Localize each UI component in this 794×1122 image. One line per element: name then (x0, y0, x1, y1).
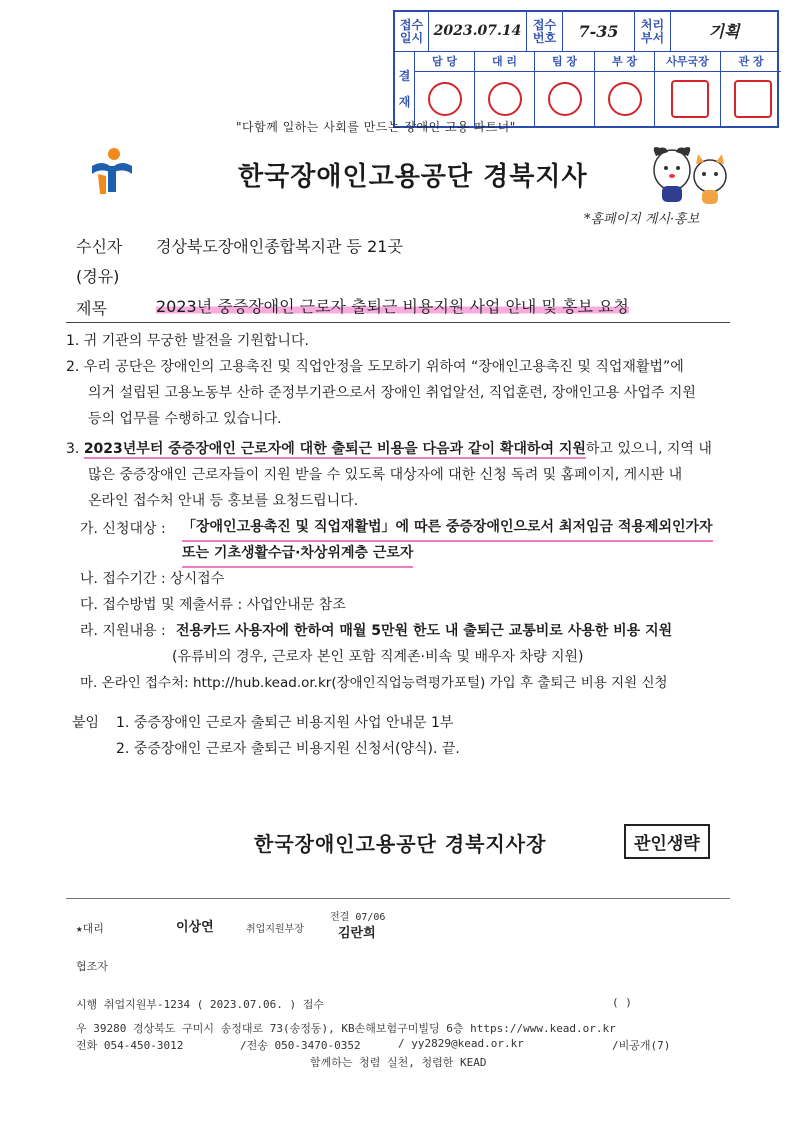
enforce-paren: ( ) (612, 996, 632, 1009)
motto: 함께하는 청렴 실천, 청렴한 KEAD (310, 1056, 487, 1069)
slogan: "다함께 일하는 사회를 만드는 장애인 고용 파트너" (236, 120, 516, 134)
email: / yy2829@kead.or.kr (398, 1037, 524, 1050)
approval-seal-icon (548, 82, 582, 116)
receipt-date-label: 접수 일시 (395, 12, 429, 52)
approval-role-header: 부 장 (595, 52, 655, 72)
item-3-highlight: 2023년부터 중증장애인 근로자에 대한 출퇴근 비용을 다음과 같이 확대하여 지원 (83, 441, 586, 457)
drafter-role: ★대리 (76, 922, 104, 935)
approval-seal-icon (608, 82, 642, 116)
kead-logo-icon (88, 146, 136, 198)
item-2-line-2: 의거 설립된 고용노동부 산하 준정부기관으로서 장애인 취업알선, 직업훈련, 장애인고용 사업주 지원 (88, 385, 696, 401)
approval-seal-icon (488, 82, 522, 116)
attach-label: 붙임 (72, 715, 100, 731)
item-3-line-2: 많은 중증장애인 근로자들이 지원 받을 수 있도록 대상자에 대한 신청 독려 및 홈페이지, 게시판 내 (88, 467, 683, 483)
handwritten-note: *홈페이지 게시·홍보 (584, 212, 700, 227)
approval-signature-cell (535, 72, 595, 126)
dept: 기획 (671, 12, 777, 52)
item-3-number: 3. (66, 441, 80, 457)
receipt-no-label: 접수 번호 (527, 12, 563, 52)
approval-role-header: 대 리 (475, 52, 535, 72)
receipt-no: 7-35 (563, 12, 635, 52)
item-3-rest: 하고 있으니, 지역 내 (585, 441, 712, 457)
recipient: 경상북도장애인종합복지관 등 21곳 (156, 237, 403, 256)
dept-label: 처리 부서 (635, 12, 671, 52)
approval-seal-icon (734, 80, 772, 118)
subject-label: 제목 (76, 299, 107, 318)
drafter: 이상연 (176, 920, 214, 935)
sub-ga-label: 가. 신청대상 : (80, 521, 166, 537)
phone: 전화 054-450-3012 (76, 1039, 184, 1052)
sub-ma: 마. 온라인 접수처: http://hub.kead.or.kr(장애인직업능력평가포털) 가입 후 출퇴근 비용 지원 신청 (80, 675, 668, 691)
approval-role-header: 담 당 (415, 52, 475, 72)
recipient-label: 수신자 (76, 237, 123, 256)
sub-da: 다. 접수방법 및 제출서류 : 사업안내문 참조 (80, 597, 346, 613)
approval-stamp-box (393, 10, 779, 128)
disclosure: /비공개(7) (612, 1039, 671, 1052)
sub-na: 나. 접수기간 : 상시접수 (80, 571, 225, 587)
fax: /전송 050-3470-0352 (240, 1039, 361, 1052)
item-2-line-3: 등의 업무를 수행하고 있습니다. (88, 411, 282, 427)
address-line: 우 39280 경상북도 구미시 송정대로 73(송정동), KB손해보험구미빌딩 6층 https://www.kead.or.kr (76, 1022, 616, 1035)
approval-seal-icon (428, 82, 462, 116)
footer-divider (66, 898, 730, 899)
reviewer-role: 취업지원부장 (246, 924, 304, 935)
approval-signature-cell (721, 72, 781, 126)
approval-seal-icon (671, 80, 709, 118)
via-label: (경유) (76, 267, 120, 286)
sub-ga-line-2: 또는 기초생활수급·차상위계층 근로자 (182, 540, 413, 568)
item-3-line-1 (66, 436, 712, 462)
sender: 한국장애인고용공단 경북지사장 (254, 832, 547, 856)
seal-omitted-box: 관인생략 (624, 824, 710, 859)
sub-ra-label: 라. 지원내용 : (80, 623, 166, 639)
final-approver: 김란희 (338, 926, 376, 941)
subject: 2023년 중증장애인 근로자 출퇴근 비용지원 사업 안내 및 홍보 요청 (156, 294, 629, 317)
item-3-line-3: 온라인 접수처 안내 등 홍보를 요청드립니다. (88, 493, 359, 509)
attach-1: 1. 중증장애인 근로자 출퇴근 비용지원 사업 안내문 1부 (116, 715, 454, 731)
enforce-line: 시행 취업지원부-1234 ( 2023.07.06. ) 접수 (76, 998, 324, 1011)
approval-signature-cell (655, 72, 721, 126)
item-1: 1. 귀 기관의 무궁한 발전을 기원합니다. (66, 333, 309, 349)
attach-2: 2. 중증장애인 근로자 출퇴근 비용지원 신청서(양식). 끝. (116, 741, 460, 757)
subject-divider (66, 322, 730, 323)
approval-role-header: 팀 장 (535, 52, 595, 72)
receipt-date: 2023.07.14 (429, 12, 527, 52)
org-title: 한국장애인고용공단 경북지사 (238, 162, 588, 192)
approval-role-header: 사무국장 (655, 52, 721, 72)
approval-signature-cell (595, 72, 655, 126)
cooperator: 협조자 (76, 960, 108, 973)
final-note: 전결 07/06 (330, 912, 386, 923)
sub-ga-line-1: 「장애인고용촉진 및 직업재활법」에 따른 중증장애인으로서 최저임금 적용제외인가자 (182, 514, 713, 542)
approval-label: 결 재 (395, 52, 415, 126)
sub-ra-line-2: (유류비의 경우, 근로자 본인 포함 직계존·비속 및 배우자 차량 지원) (172, 649, 584, 665)
item-2-line-1: 2. 우리 공단은 장애인의 고용촉진 및 직업안정을 도모하기 위하여 “장애인고용촉진 및 직업재활법”에 (66, 359, 684, 375)
sub-ra-line-1: 전용카드 사용자에 한하여 매월 5만원 한도 내 출퇴근 교통비로 사용한 비용 지원 (176, 623, 673, 639)
approval-role-header: 관 장 (721, 52, 781, 72)
mascot-characters-icon (646, 140, 732, 206)
